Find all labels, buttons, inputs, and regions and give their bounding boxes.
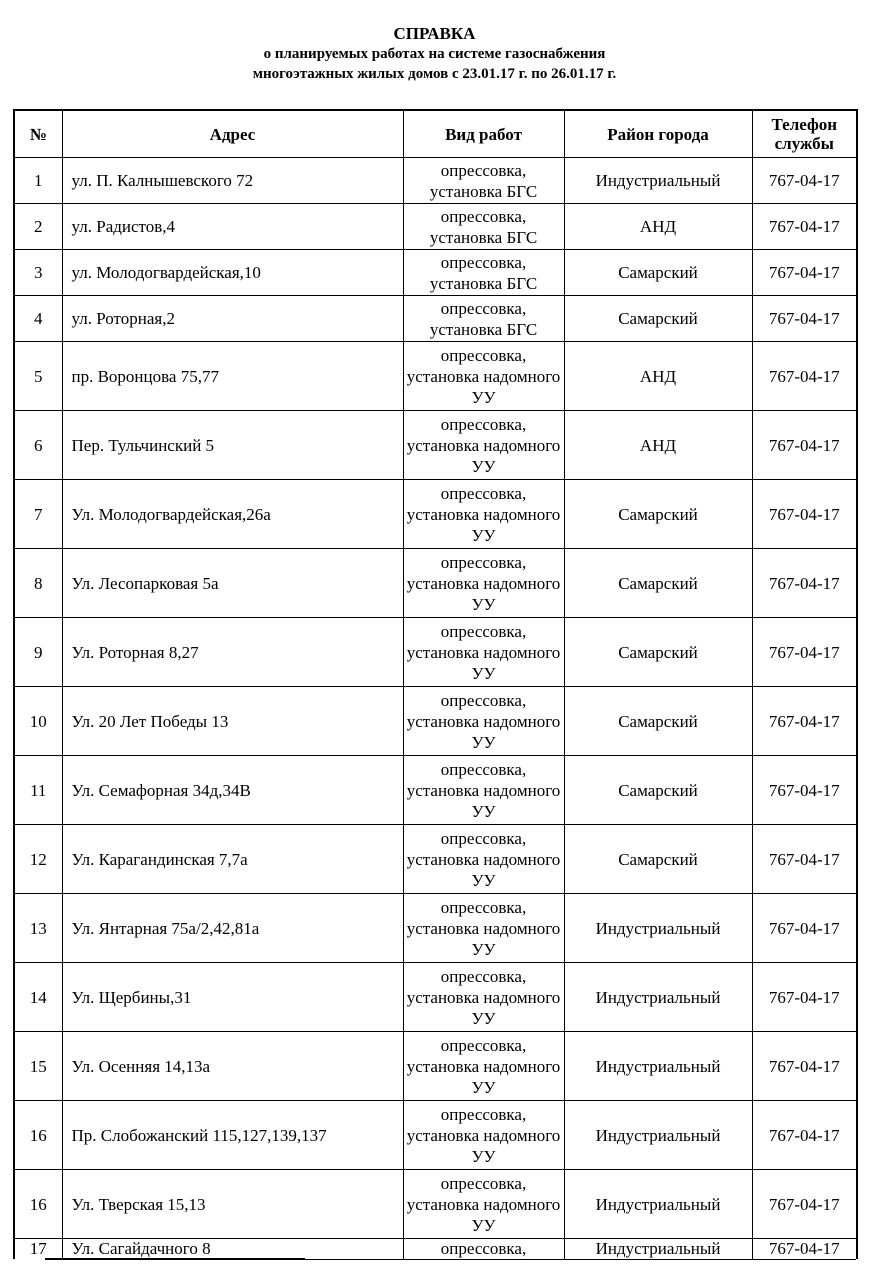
table-row	[14, 1101, 857, 1170]
table-header-row	[14, 110, 857, 158]
table-row	[14, 618, 857, 687]
cell-address: Ул. Тверская 15,13	[62, 1170, 403, 1239]
cell-phone: 767-04-17	[752, 158, 857, 204]
cell-district: Индустриальный	[564, 963, 752, 1032]
cell-number: 1	[14, 158, 62, 204]
cell-address: Пер. Тульчинский 5	[62, 411, 403, 480]
cell-address: Ул. Молодогвардейская,26а	[62, 480, 403, 549]
document-subtitle-line2: многоэтажных жилых домов с 23.01.17 г. по 26.01.17 г.	[252, 66, 617, 82]
cell-work: опрессовка, установка надомного УУ	[403, 1101, 564, 1170]
cell-district: Индустриальный	[564, 1032, 752, 1101]
cell-address: Пр. Слобожанский 115,127,139,137	[62, 1101, 403, 1170]
cell-work: опрессовка, установка надомного УУ	[403, 1170, 564, 1239]
cell-work: опрессовка, установка надомного УУ	[403, 342, 564, 411]
table-body	[14, 158, 857, 1263]
cell-address: Ул. Роторная 8,27	[62, 618, 403, 687]
cell-phone: 767-04-17	[752, 687, 857, 756]
cell-phone: 767-04-17	[752, 549, 857, 618]
table-row	[14, 894, 857, 963]
cell-address: Ул. Янтарная 75а/2,42,81а	[62, 894, 403, 963]
cell-district: Индустриальный	[564, 1101, 752, 1170]
cell-address: пр. Воронцова 75,77	[62, 342, 403, 411]
cell-address: Ул. Семафорная 34д,34В	[62, 756, 403, 825]
cell-district: АНД	[564, 342, 752, 411]
table-row	[14, 204, 857, 250]
document-heading	[0, 24, 869, 84]
cell-address: ул. П. Калнышевского 72	[62, 158, 403, 204]
cell-address: Ул. Карагандинская 7,7а	[62, 825, 403, 894]
cell-work: опрессовка, установка надомного УУ	[403, 618, 564, 687]
document-title: СПРАВКА	[393, 24, 476, 43]
cell-number: 11	[14, 756, 62, 825]
cell-work: опрессовка, установка БГС	[403, 250, 564, 296]
cell-district: Самарский	[564, 549, 752, 618]
cell-number: 2	[14, 204, 62, 250]
cell-number: 3	[14, 250, 62, 296]
cell-address: ул. Молодогвардейская,10	[62, 250, 403, 296]
table-row	[14, 687, 857, 756]
cell-phone: 767-04-17	[752, 1239, 857, 1263]
cell-number: 9	[14, 618, 62, 687]
cell-address: ул. Роторная,2	[62, 296, 403, 342]
cell-phone: 767-04-17	[752, 756, 857, 825]
cell-district: Индустриальный	[564, 894, 752, 963]
cell-district: Индустриальный	[564, 1239, 752, 1263]
cell-phone: 767-04-17	[752, 618, 857, 687]
table-row	[14, 963, 857, 1032]
cell-district: Самарский	[564, 296, 752, 342]
cell-district: Самарский	[564, 756, 752, 825]
cell-district: Самарский	[564, 250, 752, 296]
cell-district: Индустриальный	[564, 1170, 752, 1239]
cell-phone: 767-04-17	[752, 480, 857, 549]
cell-district: АНД	[564, 204, 752, 250]
cell-number: 14	[14, 963, 62, 1032]
column-header-number: №	[14, 110, 62, 158]
cell-work: опрессовка, установка надомного УУ	[403, 480, 564, 549]
cell-number: 5	[14, 342, 62, 411]
cell-address: Ул. Осенняя 14,13а	[62, 1032, 403, 1101]
cell-work: опрессовка, установка БГС	[403, 296, 564, 342]
cell-work: опрессовка, установка надомного УУ	[403, 894, 564, 963]
cell-number: 17	[14, 1239, 62, 1263]
cell-address: Ул. Щербины,31	[62, 963, 403, 1032]
cell-number: 16	[14, 1101, 62, 1170]
table-row	[14, 1170, 857, 1239]
cell-work: опрессовка, установка надомного УУ	[403, 411, 564, 480]
cell-phone: 767-04-17	[752, 1101, 857, 1170]
cell-address: Ул. 20 Лет Победы 13	[62, 687, 403, 756]
cell-phone: 767-04-17	[752, 963, 857, 1032]
cell-phone: 767-04-17	[752, 1032, 857, 1101]
page-cut-line-thin	[305, 1259, 856, 1260]
cell-number: 8	[14, 549, 62, 618]
cell-phone: 767-04-17	[752, 1170, 857, 1239]
cell-work: опрессовка, установка надомного УУ	[403, 687, 564, 756]
cell-district: АНД	[564, 411, 752, 480]
cell-work: опрессовка, установка надомного УУ	[403, 549, 564, 618]
cell-district: Самарский	[564, 618, 752, 687]
cell-address: Ул. Сагайдачного 8	[62, 1239, 403, 1263]
table-row	[14, 825, 857, 894]
cell-work: опрессовка, установка надомного УУ	[403, 963, 564, 1032]
cell-district: Самарский	[564, 480, 752, 549]
cell-number: 6	[14, 411, 62, 480]
cell-phone: 767-04-17	[752, 204, 857, 250]
cell-address: Ул. Лесопарковая 5а	[62, 549, 403, 618]
table-row	[14, 480, 857, 549]
cell-address: ул. Радистов,4	[62, 204, 403, 250]
table-row	[14, 342, 857, 411]
table-row	[14, 756, 857, 825]
cell-work: опрессовка,	[403, 1239, 564, 1263]
cell-work: опрессовка, установка БГС	[403, 204, 564, 250]
cell-work: опрессовка, установка надомного УУ	[403, 1032, 564, 1101]
cell-number: 4	[14, 296, 62, 342]
column-header-address: Адрес	[62, 110, 403, 158]
cell-number: 13	[14, 894, 62, 963]
cell-phone: 767-04-17	[752, 825, 857, 894]
column-header-district: Район города	[564, 110, 752, 158]
works-table	[13, 109, 858, 1263]
page-cut-line	[45, 1258, 305, 1260]
cell-phone: 767-04-17	[752, 342, 857, 411]
cell-work: опрессовка, установка БГС	[403, 158, 564, 204]
column-header-work: Вид работ	[403, 110, 564, 158]
cell-work: опрессовка, установка надомного УУ	[403, 825, 564, 894]
cell-number: 10	[14, 687, 62, 756]
table-row	[14, 549, 857, 618]
cell-number: 15	[14, 1032, 62, 1101]
cell-phone: 767-04-17	[752, 894, 857, 963]
table-row	[14, 250, 857, 296]
table-row	[14, 158, 857, 204]
cell-number: 16	[14, 1170, 62, 1239]
cell-phone: 767-04-17	[752, 296, 857, 342]
cell-district: Индустриальный	[564, 158, 752, 204]
cell-phone: 767-04-17	[752, 411, 857, 480]
cell-number: 7	[14, 480, 62, 549]
column-header-phone: Телефон службы	[752, 110, 857, 158]
cell-district: Самарский	[564, 687, 752, 756]
table-row	[14, 1032, 857, 1101]
document-subtitle-line1: о планируемых работах на системе газоснабжения	[263, 46, 606, 62]
cell-number: 12	[14, 825, 62, 894]
table-row	[14, 411, 857, 480]
cell-phone: 767-04-17	[752, 250, 857, 296]
cell-work: опрессовка, установка надомного УУ	[403, 756, 564, 825]
table-row	[14, 296, 857, 342]
cell-district: Самарский	[564, 825, 752, 894]
page-cut-area	[0, 1259, 869, 1277]
